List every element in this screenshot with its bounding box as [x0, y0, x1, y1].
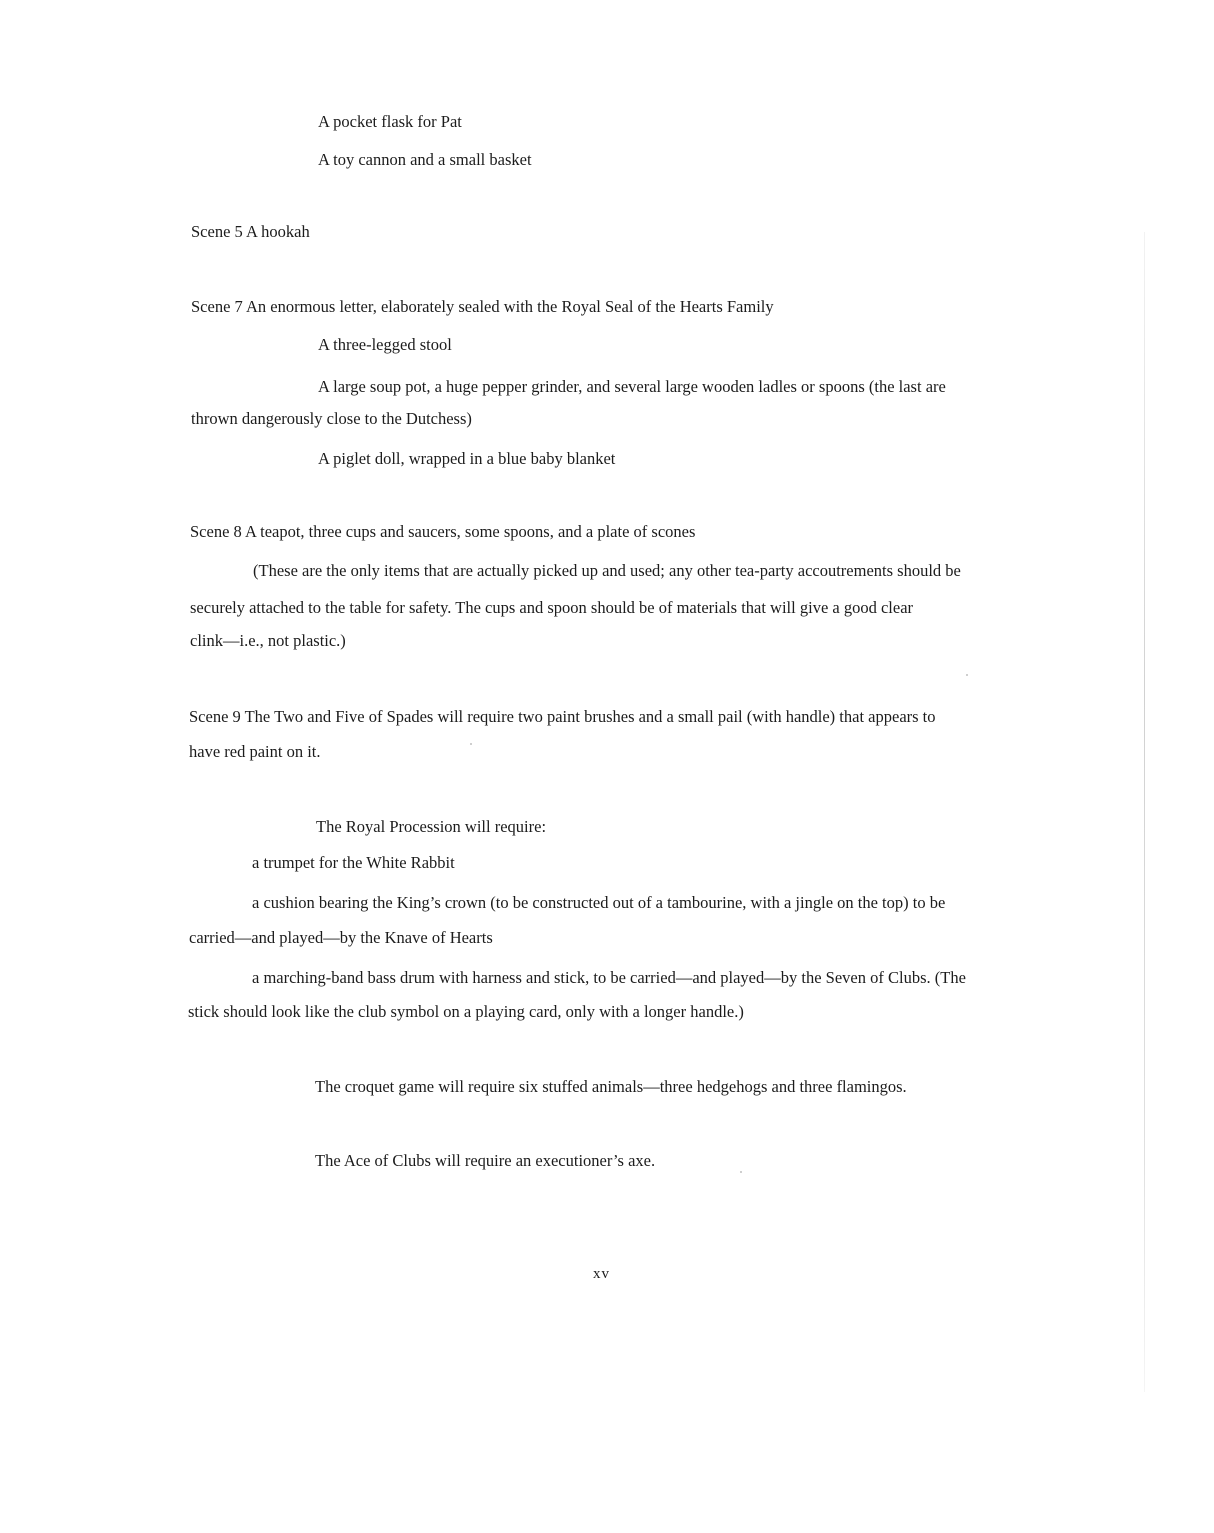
- prop-soup-pot: A large soup pot, a huge pepper grinder, and several large wooden ladles or spoons (the last are: [318, 377, 946, 396]
- scene-5-heading: Scene 5 A hookah: [191, 222, 310, 241]
- scene-8-note-line-3: clink—i.e., not plastic.): [190, 631, 346, 650]
- scene-9-heading: Scene 9 The Two and Five of Spades will require two paint brushes and a small pail (with handle) that appears to: [189, 707, 936, 726]
- prop-pocket-flask: A pocket flask for Pat: [318, 112, 462, 131]
- prop-piglet-doll: A piglet doll, wrapped in a blue baby blanket: [318, 449, 616, 468]
- scene-8-note-line-2: securely attached to the table for safety. The cups and spoon should be of materials that will give a good clear: [190, 598, 914, 617]
- prop-three-legged-stool: A three-legged stool: [318, 335, 452, 354]
- procession-cushion-continued: carried—and played—by the Knave of Hearts: [189, 928, 493, 947]
- prop-toy-cannon: A toy cannon and a small basket: [318, 150, 532, 169]
- scene-8-heading: Scene 8 A teapot, three cups and saucers, some spoons, and a plate of scones: [190, 522, 696, 541]
- scene-8-note-line-1: (These are the only items that are actually picked up and used; any other tea-party accoutrements should be: [253, 561, 961, 580]
- procession-bass-drum: a marching-band bass drum with harness and stick, to be carried—and played—by the Seven of Clubs. (The: [252, 968, 966, 987]
- scene-7-heading: Scene 7 An enormous letter, elaborately sealed with the Royal Seal of the Hearts Family: [191, 297, 774, 316]
- procession-heading: The Royal Procession will require:: [316, 817, 547, 836]
- ace-of-clubs-requirement: The Ace of Clubs will require an executioner’s axe.: [315, 1151, 656, 1170]
- croquet-requirement: The croquet game will require six stuffed animals—three hedgehogs and three flamingos.: [315, 1077, 907, 1096]
- scan-speck: [470, 743, 472, 745]
- prop-soup-pot-continued: thrown dangerously close to the Dutchess): [191, 409, 472, 428]
- scan-speck: [966, 674, 968, 676]
- procession-trumpet: a trumpet for the White Rabbit: [252, 853, 455, 872]
- procession-bass-drum-continued: stick should look like the club symbol on a playing card, only with a longer handle.): [188, 1002, 744, 1021]
- scan-speck: [740, 1171, 742, 1173]
- page-number: xv: [593, 1266, 610, 1282]
- procession-cushion: a cushion bearing the King’s crown (to be constructed out of a tambourine, with a jingle on the top) to be: [252, 893, 946, 912]
- scene-9-continued: have red paint on it.: [189, 742, 321, 761]
- scan-edge-line: [1144, 232, 1145, 1392]
